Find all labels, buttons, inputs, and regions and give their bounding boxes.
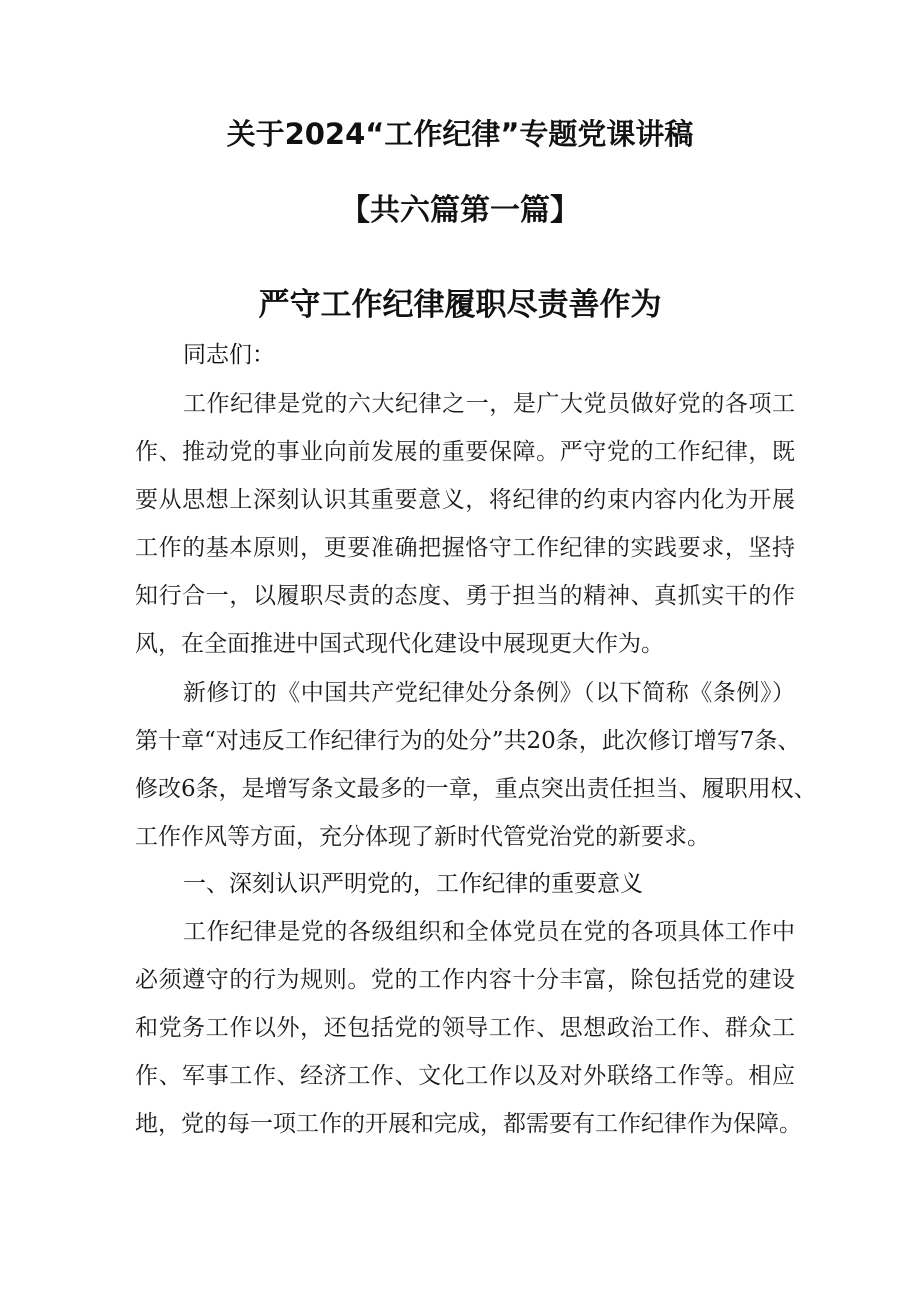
paragraph-line: 作、推动党的事业向前发展的重要保障。严守党的工作纪律，既	[135, 439, 795, 465]
paragraph-line: 工作作风等方面，充分体现了新时代管党治党的新要求。	[135, 824, 710, 850]
paragraph-3	[135, 908, 802, 1148]
paragraph-line: 地，党的每一项工作的开展和完成，都需要有工作纪律作为保障。	[135, 1111, 802, 1137]
paragraph-line: 工作的基本原则，更要准确把握恪守工作纪律的实践要求，坚持	[135, 535, 795, 561]
paragraph-line: 要从思想上深刻认识其重要意义，将纪律的约束内容内化为开展	[135, 487, 795, 513]
paragraph-line: 新修订的《中国共产党纪律处分条例》（以下简称《条例》）	[183, 680, 795, 706]
document-subtitle: 【共六篇第一篇】	[340, 193, 580, 228]
document-title: 关于2024“工作纪律”专题党课讲稿	[226, 117, 694, 151]
paragraph-line: 第十章“对违反工作纪律行为的处分”共20条，此次修订增写7条、	[135, 728, 801, 754]
paragraph-line: 必须遵守的行为规则。党的工作内容十分丰富，除包括党的建设	[135, 967, 795, 993]
paragraph-line: 和党务工作以外，还包括党的领导工作、思想政治工作、群众工	[135, 1015, 795, 1041]
section-heading: 一、深刻认识严明党的，工作纪律的重要意义	[183, 871, 643, 897]
paragraph-1	[135, 380, 795, 668]
paragraph-line: 作、军事工作、经济工作、文化工作以及对外联络工作等。相应	[135, 1063, 795, 1089]
paragraph-line: 工作纪律是党的六大纪律之一，是广大党员做好党的各项工	[183, 391, 795, 417]
paragraph-2	[135, 669, 817, 861]
paragraph-line: 工作纪律是党的各级组织和全体党员在党的各项具体工作中	[183, 919, 795, 945]
greeting: 同志们：	[183, 342, 275, 368]
paragraph-line: 风，在全面推进中国式现代化建设中展现更大作为。	[135, 631, 664, 657]
paragraph-line: 知行合一，以履职尽责的态度、勇于担当的精神、真抓实干的作	[135, 583, 795, 609]
document-heading: 严守工作纪律履职尽责善作为	[258, 287, 662, 323]
paragraph-line: 修改6条，是增写条文最多的一章，重点突出责任担当、履职用权、	[135, 776, 817, 802]
